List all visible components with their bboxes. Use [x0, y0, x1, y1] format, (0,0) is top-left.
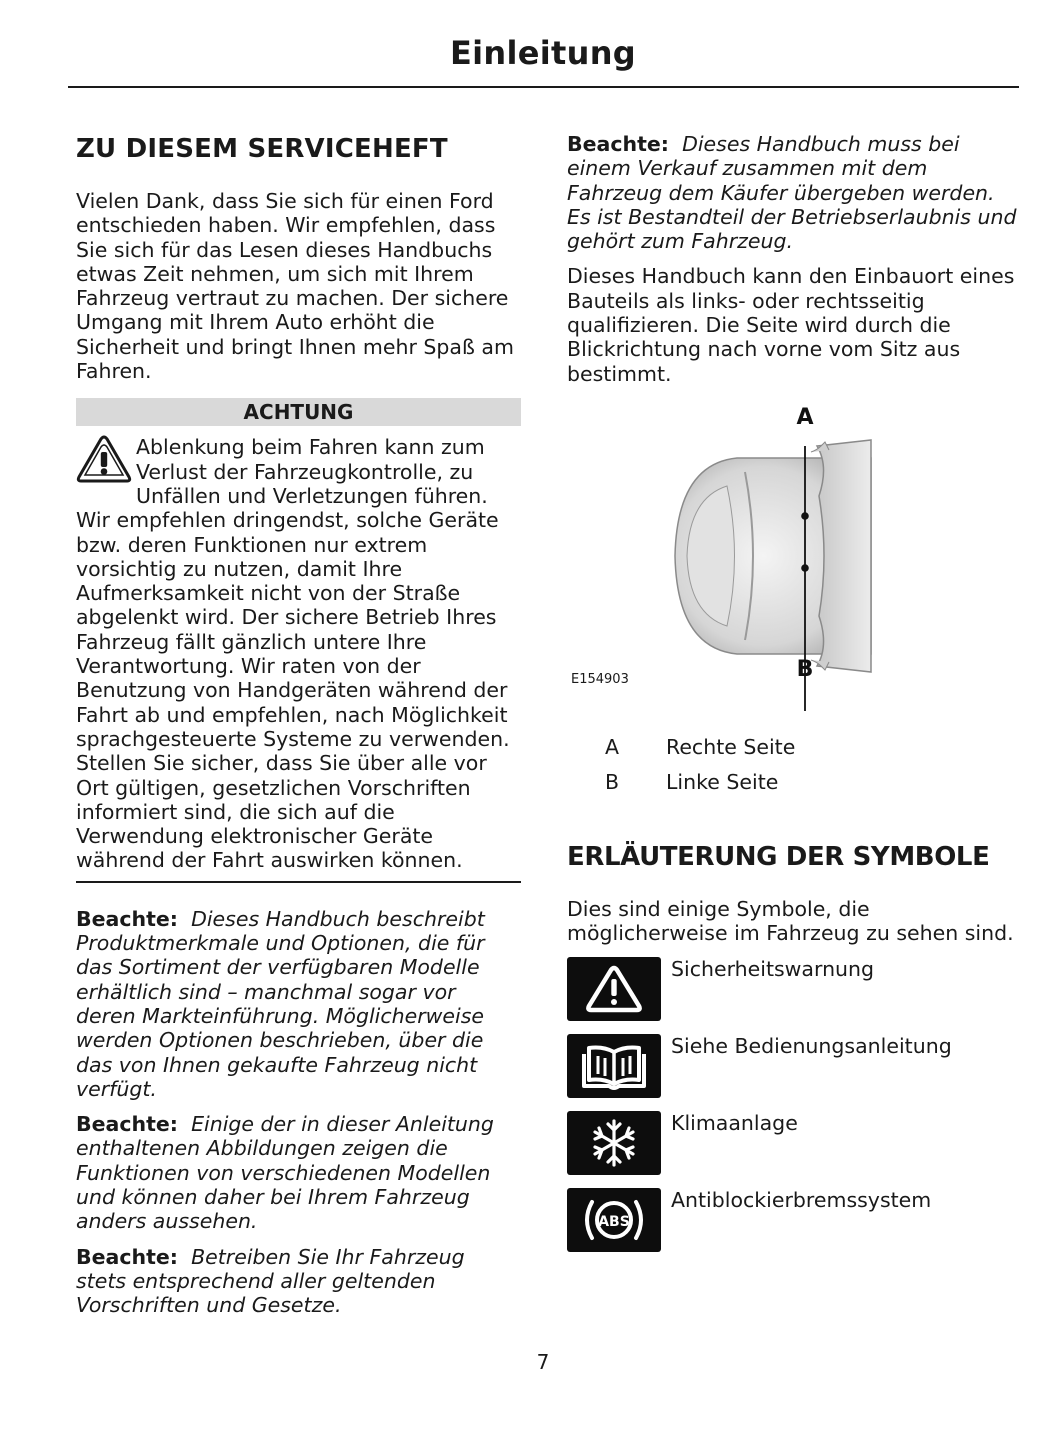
note-text: Dieses Handbuch muss bei einem Verkauf zusammen mit dem Fahrzeug dem Käufer übergeben werden. Es ist Bestandteil der Betriebserlaubnis und gehört zum Fahrzeug.	[567, 132, 1017, 254]
figure-label-b: B	[796, 656, 814, 682]
legend-key: B	[605, 770, 620, 795]
symbol-list	[567, 957, 1019, 1265]
intro-paragraph: Vielen Dank, dass Sie sich für einen Ford entschieden haben. Wir empfehlen, dass Sie sich für das Lesen dieses Handbuchs etwas Zeit nehmen, um sich mit Ihrem Fahrzeug vertraut zu machen. Der sichere Umgang mit Ihrem Auto erhöht die Sicherheit und bringt Ihnen mehr Spaß am Fahren.	[76, 189, 514, 384]
symbol-label: Sicherheitswarnung	[671, 956, 875, 981]
abs-icon-text: ABS	[598, 1213, 630, 1230]
car-top-view-illustration	[567, 406, 1019, 726]
figure-label-a: A	[796, 405, 814, 430]
note-label: Beachte:	[76, 1244, 179, 1269]
page-title: Einleitung	[449, 34, 636, 72]
manual-book-icon	[567, 1034, 661, 1098]
warning-text: Ablenkung beim Fahren kann zum Verlust der Fahrzeugkontrolle, zu Unfällen und Verletzungen führen. Wir empfehlen dringendst, solche Geräte bzw. deren Funktionen nur extrem vorsichtig zu nutzen, damit Ihre Aufmerksamkeit nicht von der Straße abgelenkt wird. Der sichere Betrieb Ihres Fahrzeug fällt gänzlich untere Ihre Verantwortung. Wir raten von der Benutzung von Handgeräten während der Fahrt ab und empfehlen, nach Möglichkeit sprachgesteuerte Systeme zu verwenden. Stellen Sie sicher, dass Sie über alle vor Ort gültigen, gesetzlichen Vorschriften informiert sind, die sich auf die Verwendung elektronischer Geräte während der Fahrt auswirken können.	[76, 435, 510, 873]
symbol-label: Antiblockierbremssystem	[671, 1187, 932, 1212]
symbol-row	[567, 957, 1019, 1034]
note-label: Beachte:	[76, 1112, 179, 1137]
note-2	[76, 1112, 521, 1233]
note-3	[76, 1245, 521, 1318]
symbol-row	[567, 1188, 1019, 1265]
section-heading-symbole: ERLÄUTERUNG DER SYMBOLE	[567, 841, 990, 872]
note-text: Dieses Handbuch beschreibt Produktmerkmale und Optionen, die für das Sortiment der verfügbaren Modelle erhältlich sind – manchmal sogar vor deren Markteinführung. Möglicherweise werden Optionen beschrieben, über die das von Ihnen gekaufte Fahrzeug nicht verfügt.	[76, 906, 485, 1101]
symbols-intro: Dies sind einige Symbole, die möglicherweise im Fahrzeug zu sehen sind.	[567, 896, 1014, 946]
side-orientation-paragraph: Dieses Handbuch kann den Einbauort eines Bauteils als links- oder rechtsseitig qualifizieren. Die Seite wird durch die Blickrichtung nach vorne vom Sitz aus bestimmt.	[567, 264, 1015, 386]
note-1	[76, 907, 521, 1101]
note-handover	[567, 132, 1019, 253]
warning-box	[76, 435, 521, 872]
symbol-label: Siehe Bedienungsanleitung	[671, 1033, 952, 1058]
warning-triangle-icon	[76, 435, 132, 485]
abs-icon	[567, 1188, 661, 1252]
symbol-row	[567, 1034, 1019, 1111]
note-label: Beachte:	[567, 132, 670, 156]
legend-row	[567, 765, 1019, 800]
snowflake-icon	[567, 1111, 661, 1175]
note-text: Einige der in dieser Anleitung enthaltenen Abbildungen zeigen die Funktionen von verschiedenen Modellen und können daher bei Ihrem Fahrzeug anders aussehen.	[76, 1112, 494, 1234]
note-text: Betreiben Sie Ihr Fahrzeug stets entsprechend aller geltenden Vorschriften und Gesetze.	[76, 1244, 465, 1318]
legend-key: A	[605, 735, 620, 760]
title-divider	[68, 86, 1019, 88]
legend-row	[567, 730, 1019, 765]
warning-header: ACHTUNG	[76, 398, 521, 426]
right-column	[567, 132, 1019, 1265]
vehicle-side-figure	[567, 406, 1019, 726]
symbol-row	[567, 1111, 1019, 1188]
warning-divider	[76, 881, 521, 883]
section-heading-serviceheft: ZU DIESEM SERVICEHEFT	[76, 134, 448, 164]
left-column	[76, 132, 521, 1317]
figure-code: E154903	[571, 671, 629, 687]
legend-value: Rechte Seite	[666, 735, 796, 760]
safety-warning-icon	[567, 957, 661, 1021]
legend-value: Linke Seite	[666, 770, 779, 795]
note-label: Beachte:	[76, 906, 179, 931]
symbol-label: Klimaanlage	[671, 1110, 798, 1135]
page-number: 7	[536, 1350, 550, 1374]
figure-legend	[567, 730, 1019, 800]
